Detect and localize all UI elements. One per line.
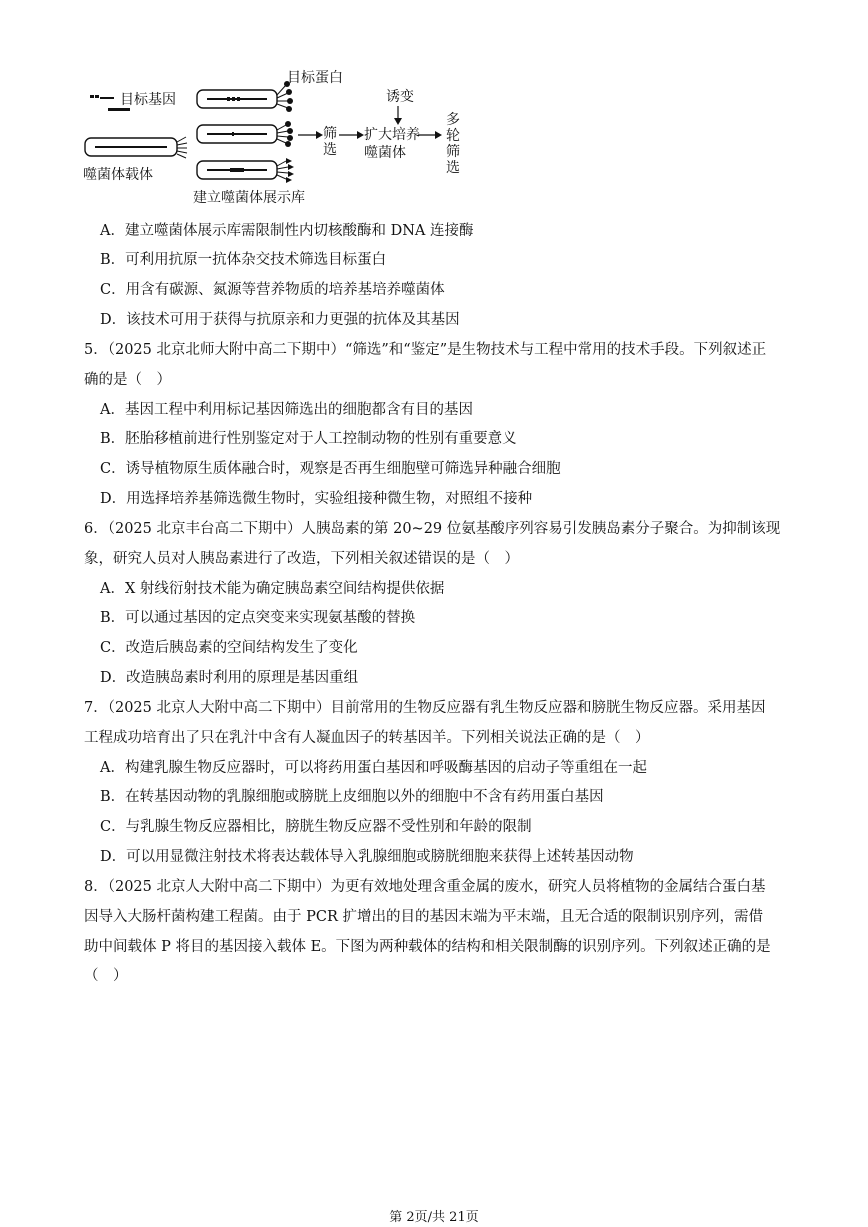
q6-option-b: B．可以通过基因的定点突变来实现氨基酸的替换 (100, 610, 416, 626)
q8-stem-line4: （ ） (84, 968, 128, 984)
q6-stem-line1: 6．（2025 北京丰台高二下期中）人胰岛素的第 20~29 位氨基酸序列容易引发胰岛素分子聚合。为抑制该现 (84, 521, 781, 537)
q4-option-a: A．建立噬菌体展示库需限制性内切核酸酶和 DNA 连接酶 (100, 223, 474, 239)
q4-option-d: D．该技术可用于获得与抗原亲和力更强的抗体及其基因 (100, 312, 460, 328)
label-amplify-line1: 扩大培养 (364, 127, 420, 143)
q7-stem-line2: 工程成功培育出了只在乳汁中含有人凝血因子的转基因羊。下列相关说法正确的是（ ） (84, 730, 650, 746)
label-phage-vector: 噬菌体载体 (83, 167, 153, 183)
q8-stem-line2: 因导入大肠杆菌构建工程菌。由于 PCR 扩增出的目的基因末端为平末端，且无合适的限制识别序列，需借 (84, 909, 763, 925)
label-screen: 筛选 (323, 126, 337, 158)
q6-option-c: C．改造后胰岛素的空间结构发生了变化 (100, 640, 358, 656)
q5-stem-line1: 5．（2025 北京北师大附中高二下期中）“筛选”和“鉴定”是生物技术与工程中常用的技术手段。下列叙述正 (84, 342, 767, 358)
q8-stem-line3: 助中间载体 P 将目的基因接入载体 E。下图为两种载体的结构和相关限制酶的识别序列。下列叙述正确的是 (84, 939, 771, 955)
q7-option-a: A．构建乳腺生物反应器时，可以将药用蛋白基因和呼吸酶基因的启动子等重组在一起 (100, 760, 647, 776)
q6-stem-line2: 象，研究人员对人胰岛素进行了改造，下列相关叙述错误的是（ ） (84, 551, 519, 567)
q7-option-b: B．在转基因动物的乳腺细胞或膀胱上皮细胞以外的细胞中不含有药用蛋白基因 (100, 789, 604, 805)
q6-option-d: D．改造胰岛素时利用的原理是基因重组 (100, 670, 359, 686)
label-multi-round: 多轮筛选 (446, 112, 460, 176)
label-target-protein: 目标蛋白 (287, 70, 343, 86)
q7-stem-line1: 7．（2025 北京人大附中高二下期中）目前常用的生物反应器有乳生物反应器和膀胱生物反应器。采用基因 (84, 700, 766, 716)
q4-option-c: C．用含有碳源、氮源等营养物质的培养基培养噬菌体 (100, 282, 445, 298)
library-phage-1-icon (197, 81, 293, 112)
label-mutagen: 诱变 (386, 89, 414, 105)
q5-option-c: C．诱导植物原生质体融合时，观察是否再生细胞壁可筛选异种融合细胞 (100, 461, 561, 477)
q7-option-c: C．与乳腺生物反应器相比，膀胱生物反应器不受性别和年龄的限制 (100, 819, 532, 835)
q7-option-d: D．可以用显微注射技术将表达载体导入乳腺细胞或膀胱细胞来获得上述转基因动物 (100, 849, 634, 865)
q8-stem-line1: 8．（2025 北京人大附中高二下期中）为更有效地处理含重金属的废水，研究人员将植物的金属结合蛋白基 (84, 879, 766, 895)
library-phage-2-icon (197, 121, 293, 147)
label-amplify-line2: 噬菌体 (364, 145, 406, 161)
q5-stem-line2: 确的是（ ） (84, 372, 171, 388)
label-target-gene: 目标基因 (120, 92, 176, 108)
phage-vector-icon (85, 137, 187, 158)
label-library: 建立噬菌体展示库 (193, 190, 305, 206)
q5-option-d: D．用选择培养基筛选微生物时，实验组接种微生物，对照组不接种 (100, 491, 533, 507)
diagram-graphics (80, 66, 480, 208)
q6-option-a: A．X 射线衍射技术能为确定胰岛素空间结构提供依据 (100, 581, 445, 597)
q5-option-b: B．胚胎移植前进行性别鉴定对于人工控制动物的性别有重要意义 (100, 431, 517, 447)
q5-option-a: A．基因工程中利用标记基因筛选出的细胞都含有目的基因 (100, 402, 473, 418)
library-phage-3-icon (197, 158, 294, 183)
page-number-footer: 第 2页/共 21页 (389, 1210, 479, 1225)
q4-option-b: B．可利用抗原一抗体杂交技术筛选目标蛋白 (100, 252, 387, 268)
phage-display-diagram (80, 66, 480, 208)
